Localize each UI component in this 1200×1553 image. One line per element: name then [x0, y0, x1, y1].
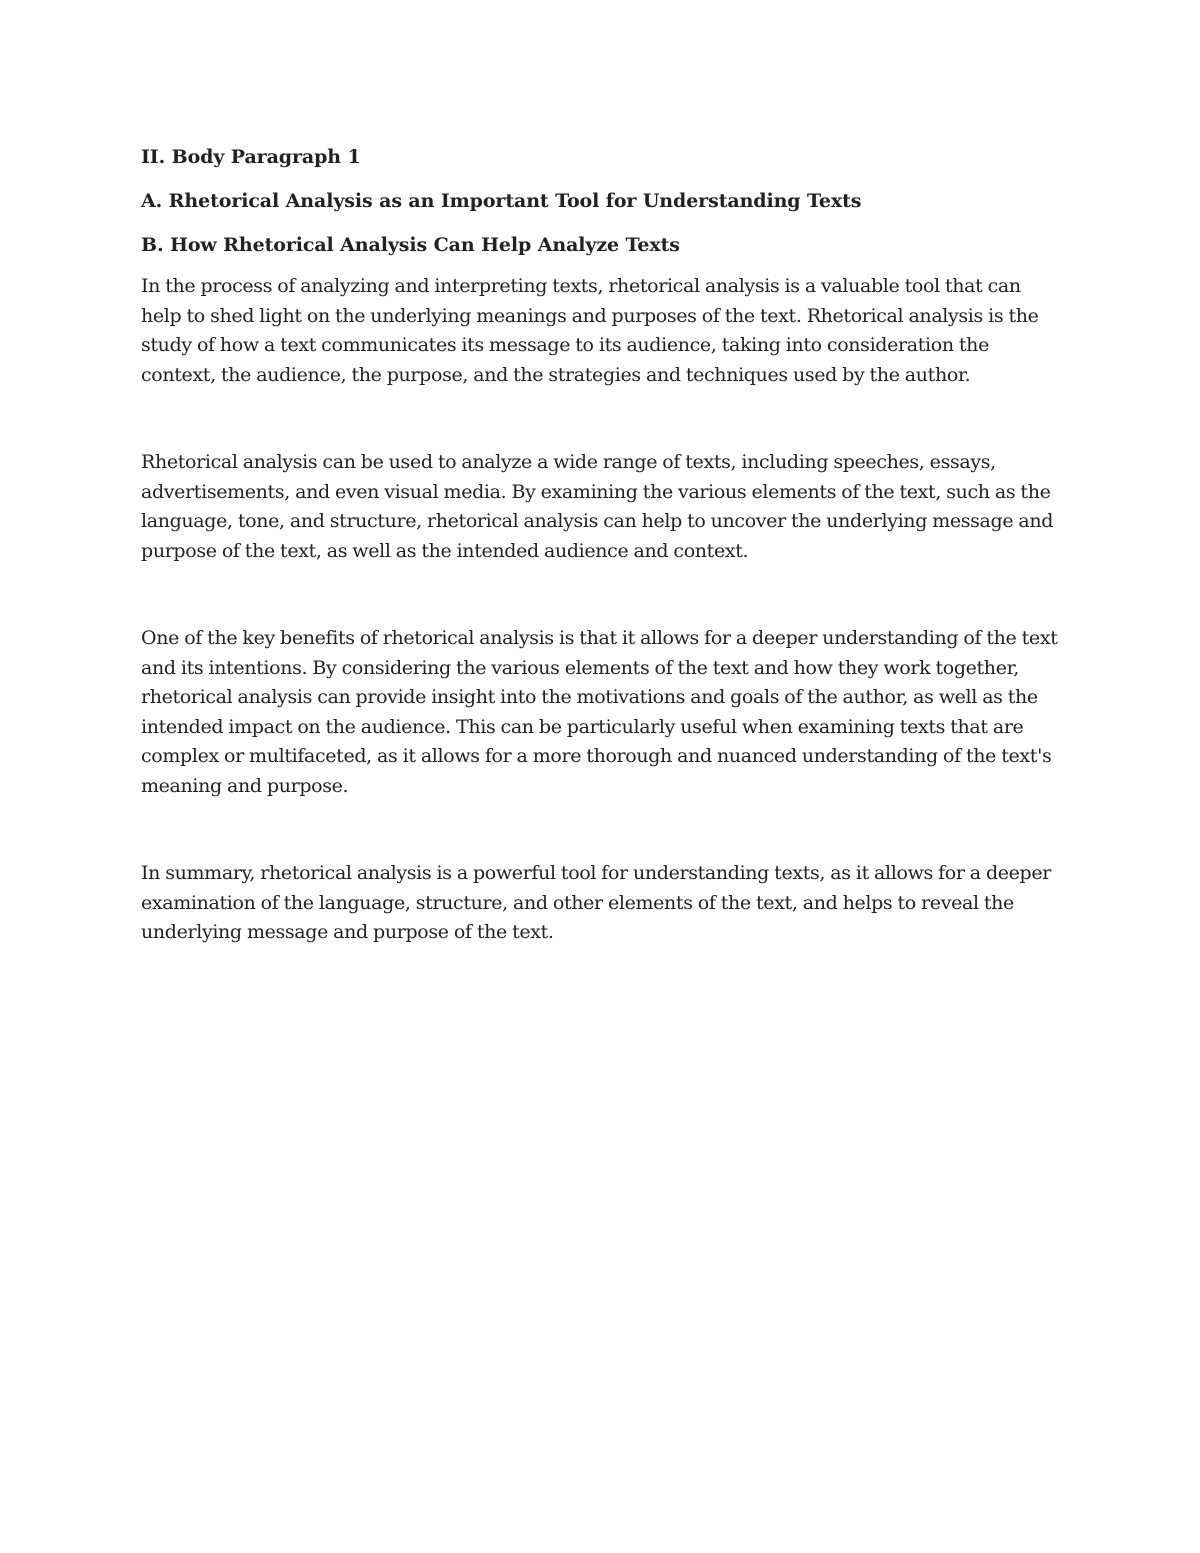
body-paragraph-1: In the process of analyzing and interpreting texts, rhetorical analysis is a valuable tool that can help to shed light on the underlying meanings and purposes of the text. Rhetorical analysis is the study of how a text communicates its message to its audience, taking into consideration the context, the audience, the purpose, and the strategies and techniques used by the author.: [141, 275, 1039, 386]
subheading-a: A. Rhetorical Analysis as an Important Tool for Understanding Texts: [141, 190, 862, 212]
body-paragraph-2: Rhetorical analysis can be used to analyze a wide range of texts, including speeches, essays, advertisements, and even visual media. By examining the various elements of the text, such as the language, tone, and structure, rhetorical analysis can help to uncover the underlying message and purpose of the text, as well as the intended audience and context.: [141, 451, 1054, 562]
document-body: [141, 142, 1061, 948]
section-heading: II. Body Paragraph 1: [141, 146, 361, 168]
body-paragraph-3: One of the key benefits of rhetorical analysis is that it allows for a deeper understanding of the text and its intentions. By considering the various elements of the text and how they work together, rhetorical analysis can provide insight into the motivations and goals of the author, as well as the intended impact on the audience. This can be particularly useful when examining texts that are complex or multifaceted, as it allows for a more thorough and nuanced understanding of the text's meaning and purpose.: [141, 627, 1058, 797]
body-paragraph-4: In summary, rhetorical analysis is a powerful tool for understanding texts, as it allows for a deeper examination of the language, structure, and other elements of the text, and helps to reveal the underlying message and purpose of the text.: [141, 862, 1051, 943]
subheading-b: B. How Rhetorical Analysis Can Help Analyze Texts: [141, 234, 680, 256]
